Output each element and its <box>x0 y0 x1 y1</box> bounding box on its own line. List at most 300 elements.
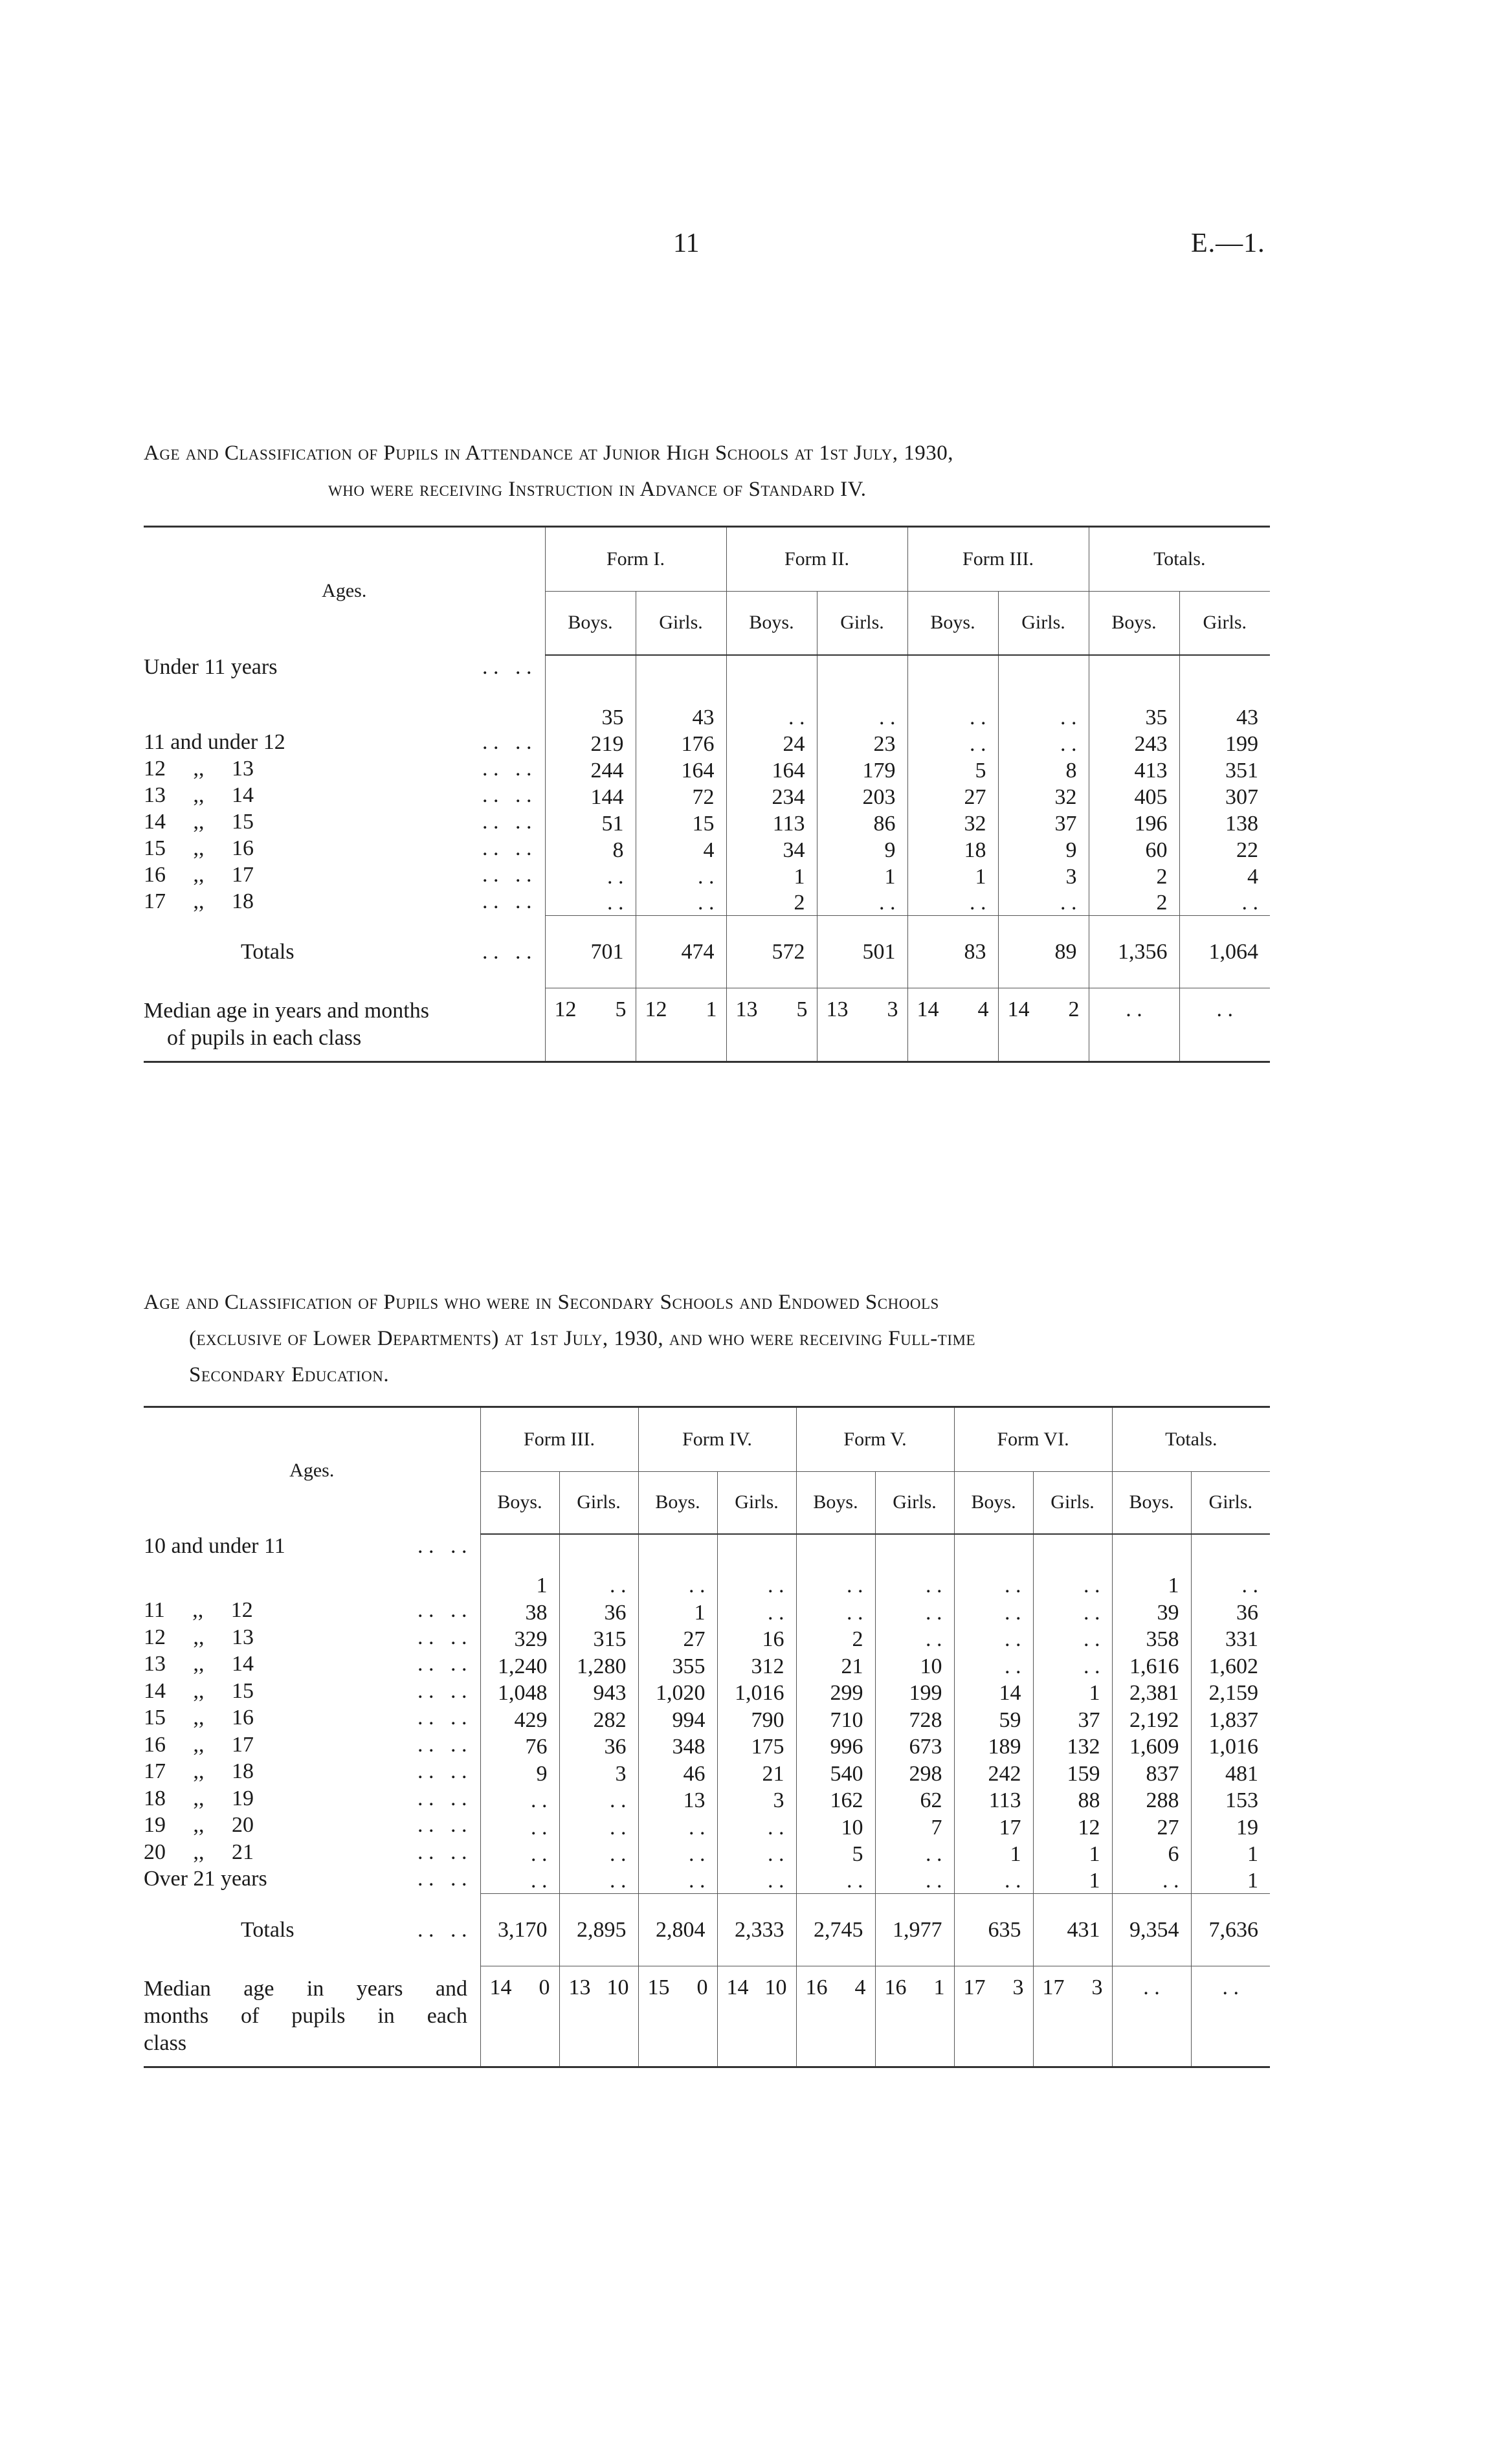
table-cell: 358 <box>1112 1625 1191 1652</box>
boys-subheader: Boys. <box>1112 1472 1191 1534</box>
leader-dots: . . . . <box>482 654 532 679</box>
table-cell: 348 <box>638 1733 717 1760</box>
table-cell: . . <box>717 1867 796 1894</box>
age-label <box>144 810 545 834</box>
form-header: Form III. <box>907 527 1089 592</box>
table-cell: 36 <box>559 1598 638 1625</box>
median-value <box>546 997 636 1022</box>
age-label <box>144 757 545 781</box>
leader-dots: . . . . <box>417 1732 467 1757</box>
table-cell: . . <box>480 1813 559 1840</box>
totals-row <box>144 1894 1270 1966</box>
age-range: Under 11 years <box>144 654 278 679</box>
age-range: 15 ,, 16 <box>144 1706 254 1730</box>
age-label <box>144 889 545 914</box>
table-cell: . . <box>480 1840 559 1867</box>
age-range: 17 ,, 18 <box>144 1759 254 1783</box>
age-label <box>144 1679 480 1704</box>
median-label-line: Median age in years and <box>144 1976 467 2001</box>
table-cell: 1,016 <box>717 1679 796 1706</box>
table-cell: 219 <box>545 730 636 757</box>
table-cell: 27 <box>638 1625 717 1652</box>
girls-subheader: Girls. <box>1179 592 1270 655</box>
table-cell: 14 <box>954 1679 1033 1706</box>
median-cell <box>875 1966 954 2067</box>
table-cell: . . <box>559 1867 638 1894</box>
table-cell: 331 <box>1191 1625 1270 1652</box>
table1-title-line2: who were receiving Instruction in Advance of Standard IV. <box>328 478 867 501</box>
median-total-cell: . . <box>1191 1966 1270 2067</box>
age-range: 19 ,, 20 <box>144 1813 254 1837</box>
median-years: 13 <box>735 997 758 1021</box>
median-years: 12 <box>554 997 577 1021</box>
table-cell: . . <box>875 1534 954 1599</box>
table-cell: 298 <box>875 1759 954 1786</box>
table-cell: 18 <box>907 836 998 863</box>
table-cell: 21 <box>717 1759 796 1786</box>
table-cell: 7 <box>875 1813 954 1840</box>
median-cell <box>638 1966 717 2067</box>
ages-header: Ages. <box>144 1407 480 1534</box>
median-years: 17 <box>1042 1975 1065 1999</box>
table-row <box>144 836 1270 863</box>
age-label <box>144 1652 480 1676</box>
median-months: 3 <box>1012 1975 1024 1999</box>
table-cell: 23 <box>817 730 907 757</box>
table-row <box>144 783 1270 810</box>
table-cell: 62 <box>875 1786 954 1814</box>
table-cell: . . <box>998 889 1089 916</box>
table-cell: 24 <box>726 730 817 757</box>
age-label <box>144 730 545 755</box>
table-cell: 1 <box>817 863 907 889</box>
leader-dots: . . . . <box>417 1786 467 1810</box>
table-cell: 203 <box>817 783 907 810</box>
table-cell: 189 <box>954 1733 1033 1760</box>
table-cell: 32 <box>907 810 998 836</box>
age-label <box>144 783 545 808</box>
girls-subheader: Girls. <box>636 592 726 655</box>
table-cell: . . <box>796 1598 875 1625</box>
table-cell: 59 <box>954 1706 1033 1733</box>
table-cell: . . <box>954 1534 1033 1599</box>
table1-title-line1: Age and Classification of Pupils in Attendance at Junior High Schools at 1st July, 1930, <box>144 441 954 465</box>
form-header: Form III. <box>480 1407 638 1472</box>
table-cell: 16 <box>717 1625 796 1652</box>
age-label <box>144 836 545 861</box>
table-cell: 46 <box>638 1759 717 1786</box>
table-cell: 994 <box>638 1706 717 1733</box>
table-cell: 413 <box>1089 757 1179 783</box>
girls-subheader: Girls. <box>717 1472 796 1534</box>
leader-dots: . . . . <box>482 939 532 964</box>
table-cell: 6 <box>1112 1840 1191 1867</box>
table-cell: 288 <box>1112 1786 1191 1814</box>
table-cell: 1,602 <box>1191 1652 1270 1679</box>
boys-subheader: Boys. <box>954 1472 1033 1534</box>
girls-subheader: Girls. <box>1033 1472 1112 1534</box>
table-cell: 4 <box>636 836 726 863</box>
age-range: 11 ,, 12 <box>144 1598 253 1622</box>
table-cell: 76 <box>480 1733 559 1760</box>
girls-subheader: Girls. <box>559 1472 638 1534</box>
boys-subheader: Boys. <box>638 1472 717 1534</box>
totals-cell: 83 <box>907 916 998 988</box>
age-label <box>144 1625 480 1650</box>
age-label <box>144 1759 480 1784</box>
table-cell: 164 <box>726 757 817 783</box>
table-cell: 1 <box>907 863 998 889</box>
form-header: Form VI. <box>954 1407 1112 1472</box>
median-cell <box>817 988 907 1062</box>
table-cell: 132 <box>1033 1733 1112 1760</box>
median-value <box>481 1975 559 2000</box>
age-range: 13 ,, 14 <box>144 1652 254 1676</box>
form-header: Form IV. <box>638 1407 796 1472</box>
totals-label: Totals <box>241 939 295 964</box>
age-label <box>144 1598 480 1623</box>
secondary-schools-table <box>144 1406 1270 2068</box>
totals-cell: 2,745 <box>796 1894 875 1966</box>
table-cell: 1,240 <box>480 1652 559 1679</box>
table-cell: 15 <box>636 810 726 836</box>
table-cell: 1 <box>1191 1867 1270 1894</box>
table-cell: 164 <box>636 757 726 783</box>
table-cell: . . <box>875 1840 954 1867</box>
table-cell: 162 <box>796 1786 875 1814</box>
table-cell: 2,159 <box>1191 1679 1270 1706</box>
table-cell: 179 <box>817 757 907 783</box>
table-cell: 1 <box>1033 1679 1112 1706</box>
table2-title-line1: Age and Classification of Pupils who were in Secondary Schools and Endowed Schools <box>144 1291 939 1314</box>
table-cell: 307 <box>1179 783 1270 810</box>
age-range: 18 ,, 19 <box>144 1786 254 1810</box>
table-cell: . . <box>954 1598 1033 1625</box>
table-row <box>144 1652 1270 1679</box>
median-months: 0 <box>696 1975 708 1999</box>
table-cell: . . <box>796 1867 875 1894</box>
table2-title-line2: (exclusive of Lower Departments) at 1st July, 1930, and who were receiving Full-time <box>189 1327 975 1350</box>
median-years: 17 <box>963 1975 986 1999</box>
boys-subheader: Boys. <box>1089 592 1179 655</box>
age-label <box>144 1867 480 1891</box>
table-cell: 2 <box>796 1625 875 1652</box>
ages-header: Ages. <box>144 527 545 655</box>
table-cell: 943 <box>559 1679 638 1706</box>
table-cell: 673 <box>875 1733 954 1760</box>
table-cell: 175 <box>717 1733 796 1760</box>
age-range: Over 21 years <box>144 1867 267 1891</box>
median-cell <box>717 1966 796 2067</box>
table-cell: 351 <box>1179 757 1270 783</box>
table-cell: 405 <box>1089 783 1179 810</box>
table-cell: . . <box>1033 1625 1112 1652</box>
leader-dots: . . . . <box>417 1678 467 1703</box>
totals-header: Totals. <box>1112 1407 1270 1472</box>
median-row <box>144 988 1270 1062</box>
boys-subheader: Boys. <box>726 592 817 655</box>
table-cell: 790 <box>717 1706 796 1733</box>
table-cell: . . <box>559 1813 638 1840</box>
boys-subheader: Boys. <box>480 1472 559 1534</box>
median-value <box>999 997 1089 1022</box>
table-cell: 27 <box>1112 1813 1191 1840</box>
median-years: 12 <box>645 997 667 1021</box>
table2-title-line3: Secondary Education. <box>189 1363 390 1386</box>
median-value <box>560 1975 638 2000</box>
leader-dots: . . . . <box>417 1625 467 1649</box>
age-label <box>144 1534 480 1559</box>
median-cell <box>726 988 817 1062</box>
median-years: 16 <box>805 1975 828 1999</box>
table-cell: 2 <box>1089 889 1179 916</box>
age-range: 14 ,, 15 <box>144 809 254 834</box>
median-months: 3 <box>887 997 898 1021</box>
table-cell: . . <box>638 1534 717 1599</box>
table-cell: . . <box>1033 1598 1112 1625</box>
table-cell: 5 <box>907 757 998 783</box>
table-cell: . . <box>559 1534 638 1599</box>
table-row <box>144 1813 1270 1840</box>
table-cell: 199 <box>1179 730 1270 757</box>
table-cell: 282 <box>559 1706 638 1733</box>
median-value <box>817 997 907 1022</box>
leader-dots: . . . . <box>417 1867 467 1891</box>
table-cell: 312 <box>717 1652 796 1679</box>
boys-subheader: Boys. <box>796 1472 875 1534</box>
median-label <box>144 1966 480 2067</box>
median-value <box>636 997 726 1022</box>
table-cell: 72 <box>636 783 726 810</box>
junior-high-table <box>144 526 1270 1063</box>
median-cell <box>907 988 998 1062</box>
leader-dots: . . . . <box>417 1533 467 1558</box>
table-cell: . . <box>875 1867 954 1894</box>
table-cell: . . <box>480 1867 559 1894</box>
table-cell: . . <box>875 1625 954 1652</box>
table-cell: 43 <box>636 655 726 730</box>
table-cell: 242 <box>954 1759 1033 1786</box>
age-label <box>144 1786 480 1811</box>
totals-header: Totals. <box>1089 527 1270 592</box>
table-cell: 9 <box>480 1759 559 1786</box>
table-row <box>144 757 1270 783</box>
median-label-line: of pupils in each class <box>167 1025 362 1050</box>
table-cell: 8 <box>998 757 1089 783</box>
table-row <box>144 1598 1270 1625</box>
median-value <box>639 1975 717 2000</box>
table-cell: 2,381 <box>1112 1679 1191 1706</box>
totals-cell: 7,636 <box>1191 1894 1270 1966</box>
table-cell: 36 <box>559 1733 638 1760</box>
median-total-cell: . . <box>1089 988 1179 1062</box>
table-cell: 37 <box>1033 1706 1112 1733</box>
age-range: 13 ,, 14 <box>144 783 254 807</box>
table-cell: . . <box>638 1813 717 1840</box>
table-cell: 1 <box>1033 1867 1112 1894</box>
table-cell: 27 <box>907 783 998 810</box>
table-cell: . . <box>717 1813 796 1840</box>
form-header: Form I. <box>545 527 726 592</box>
median-years: 14 <box>489 1975 512 1999</box>
table-cell: 5 <box>796 1840 875 1867</box>
median-value <box>727 997 817 1022</box>
table-cell: 429 <box>480 1706 559 1733</box>
median-label-line: class <box>144 2031 187 2055</box>
table-cell: 1 <box>1112 1534 1191 1599</box>
leader-dots: . . . . <box>482 729 532 754</box>
median-label-line: months of pupils in each <box>144 2003 467 2028</box>
table-cell: 2 <box>726 889 817 916</box>
table-cell: 481 <box>1191 1759 1270 1786</box>
table-cell: . . <box>545 863 636 889</box>
table-cell: 2,192 <box>1112 1706 1191 1733</box>
table-cell: . . <box>817 889 907 916</box>
median-years: 13 <box>826 997 849 1021</box>
table-cell: . . <box>796 1534 875 1599</box>
table-cell: . . <box>998 730 1089 757</box>
median-total-cell: . . <box>1112 1966 1191 2067</box>
table-cell: 996 <box>796 1733 875 1760</box>
age-label <box>144 1706 480 1730</box>
totals-cell: 2,333 <box>717 1894 796 1966</box>
leader-dots: . . . . <box>482 783 532 807</box>
table-cell: 355 <box>638 1652 717 1679</box>
totals-cell: 501 <box>817 916 907 988</box>
table-cell: 196 <box>1089 810 1179 836</box>
table-row <box>144 863 1270 889</box>
leader-dots: . . . . <box>417 1598 467 1622</box>
table-cell: . . <box>480 1786 559 1814</box>
table-cell: 34 <box>726 836 817 863</box>
table-cell: 329 <box>480 1625 559 1652</box>
median-years: 14 <box>1007 997 1030 1021</box>
table-cell: 1,609 <box>1112 1733 1191 1760</box>
table-cell: 1 <box>1033 1840 1112 1867</box>
table-cell: 1 <box>480 1534 559 1599</box>
totals-cell: 3,170 <box>480 1894 559 1966</box>
totals-cell: 431 <box>1033 1894 1112 1966</box>
median-row <box>144 1966 1270 2067</box>
table-cell: . . <box>726 655 817 730</box>
median-years: 13 <box>568 1975 591 1999</box>
table-cell: . . <box>907 889 998 916</box>
table-cell: . . <box>717 1840 796 1867</box>
table-cell: . . <box>907 730 998 757</box>
table-row <box>144 1534 1270 1599</box>
table-cell: 38 <box>480 1598 559 1625</box>
leader-dots: . . . . <box>417 1759 467 1783</box>
age-range: 20 ,, 21 <box>144 1840 254 1864</box>
boys-subheader: Boys. <box>907 592 998 655</box>
table-cell: 37 <box>998 810 1089 836</box>
age-range: 12 ,, 13 <box>144 756 254 781</box>
age-label <box>144 1840 480 1865</box>
median-value <box>718 1975 796 2000</box>
median-value <box>797 1975 875 2000</box>
table-cell: 86 <box>817 810 907 836</box>
table-cell: 2 <box>1089 863 1179 889</box>
table-cell: 9 <box>817 836 907 863</box>
table-cell: 22 <box>1179 836 1270 863</box>
leader-dots: . . . . <box>482 889 532 913</box>
table-cell: . . <box>545 889 636 916</box>
median-label <box>144 988 545 1062</box>
table-cell: 10 <box>796 1813 875 1840</box>
table-cell: 3 <box>717 1786 796 1814</box>
table-cell: . . <box>1179 889 1270 916</box>
table-cell: 60 <box>1089 836 1179 863</box>
median-months: 4 <box>854 1975 866 1999</box>
table-cell: 1 <box>1191 1840 1270 1867</box>
age-range: 11 and under 12 <box>144 729 285 754</box>
document-reference: E.—1. <box>1191 228 1265 258</box>
table-cell: 19 <box>1191 1813 1270 1840</box>
table-cell: 4 <box>1179 863 1270 889</box>
totals-cell: 1,977 <box>875 1894 954 1966</box>
table-cell: 176 <box>636 730 726 757</box>
leader-dots: . . . . <box>417 1917 467 1942</box>
table-cell: 8 <box>545 836 636 863</box>
totals-cell: 572 <box>726 916 817 988</box>
table-cell: 1 <box>954 1840 1033 1867</box>
table-cell: . . <box>1033 1652 1112 1679</box>
table-cell: . . <box>817 655 907 730</box>
table-row <box>144 1867 1270 1894</box>
girls-subheader: Girls. <box>998 592 1089 655</box>
table-cell: 3 <box>559 1759 638 1786</box>
table-row <box>144 1786 1270 1814</box>
table-cell: 1 <box>726 863 817 889</box>
table-cell: 32 <box>998 783 1089 810</box>
totals-cell: 701 <box>545 916 636 988</box>
median-cell <box>998 988 1089 1062</box>
table-cell: 12 <box>1033 1813 1112 1840</box>
table-cell: 1,020 <box>638 1679 717 1706</box>
table-row <box>144 1759 1270 1786</box>
table-cell: 243 <box>1089 730 1179 757</box>
table-cell: 1,280 <box>559 1652 638 1679</box>
table-row <box>144 1679 1270 1706</box>
table-cell: 17 <box>954 1813 1033 1840</box>
table-cell: 138 <box>1179 810 1270 836</box>
table-cell: . . <box>954 1625 1033 1652</box>
girls-subheader: Girls. <box>875 1472 954 1534</box>
girls-subheader: Girls. <box>1191 1472 1270 1534</box>
age-label <box>144 1733 480 1757</box>
totals-cell: 474 <box>636 916 726 988</box>
age-range: 17 ,, 18 <box>144 889 254 913</box>
table-cell: 88 <box>1033 1786 1112 1814</box>
age-range: 14 ,, 15 <box>144 1678 254 1703</box>
median-cell <box>636 988 726 1062</box>
age-label <box>144 863 545 887</box>
age-range: 12 ,, 13 <box>144 1625 254 1649</box>
table-row <box>144 655 1270 730</box>
median-months: 2 <box>1068 997 1080 1021</box>
table-cell: 837 <box>1112 1759 1191 1786</box>
table-cell: . . <box>717 1598 796 1625</box>
median-cell <box>954 1966 1033 2067</box>
table-cell: 153 <box>1191 1786 1270 1814</box>
median-months: 5 <box>796 997 808 1021</box>
table-cell: . . <box>559 1840 638 1867</box>
leader-dots: . . . . <box>482 809 532 834</box>
table-cell: 728 <box>875 1706 954 1733</box>
totals-cell: 1,356 <box>1089 916 1179 988</box>
leader-dots: . . . . <box>417 1652 467 1676</box>
table-cell: 540 <box>796 1759 875 1786</box>
